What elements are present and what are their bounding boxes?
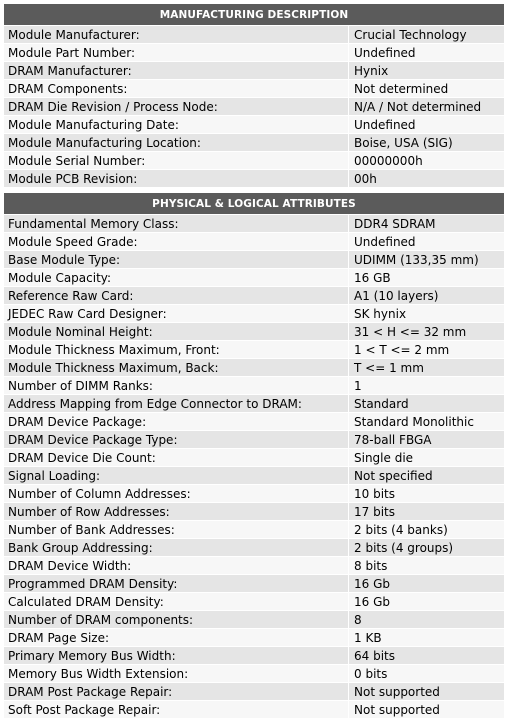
row-label: Module Speed Grade: (4, 233, 349, 250)
table-row (4, 647, 504, 665)
table-row (4, 521, 504, 539)
table-row (4, 395, 504, 413)
row-value: UDIMM (133,35 mm) (354, 253, 479, 267)
table-row (4, 323, 504, 341)
row-label: Fundamental Memory Class: (4, 215, 349, 232)
row-label: Number of DRAM components: (4, 611, 349, 628)
table-row (4, 251, 504, 269)
table-row (4, 485, 504, 503)
row-label: Primary Memory Bus Width: (4, 647, 349, 664)
row-label: Module Manufacturing Location: (4, 134, 349, 151)
section-header-physical-logical: PHYSICAL & LOGICAL ATTRIBUTES (4, 193, 504, 215)
section-physical-logical (4, 193, 504, 719)
row-label: Number of Row Addresses: (4, 503, 349, 520)
row-value: Standard Monolithic (354, 415, 474, 429)
row-label: Calculated DRAM Density: (4, 593, 349, 610)
row-label: Soft Post Package Repair: (4, 701, 349, 718)
table-row (4, 377, 504, 395)
row-label: DRAM Manufacturer: (4, 62, 349, 79)
table-row (4, 431, 504, 449)
row-value: Hynix (354, 64, 389, 78)
row-label: Base Module Type: (4, 251, 349, 268)
row-label: Module Nominal Height: (4, 323, 349, 340)
row-value: 2 bits (4 groups) (354, 541, 454, 555)
section-manufacturing (4, 4, 504, 188)
table-row (4, 593, 504, 611)
table-row (4, 467, 504, 485)
row-label: Signal Loading: (4, 467, 349, 484)
row-label: Module PCB Revision: (4, 170, 349, 187)
row-value: N/A / Not determined (354, 100, 482, 114)
table-row (4, 503, 504, 521)
row-value: Undefined (354, 118, 416, 132)
row-value: 00h (354, 172, 377, 186)
spd-info-panel (4, 4, 504, 719)
section-rows-physical-logical (4, 215, 504, 719)
row-label: Memory Bus Width Extension: (4, 665, 349, 682)
table-row (4, 116, 504, 134)
table-row (4, 287, 504, 305)
row-label: Number of DIMM Ranks: (4, 377, 349, 394)
row-value: 2 bits (4 banks) (354, 523, 448, 537)
row-value: 1 KB (354, 631, 382, 645)
table-row (4, 233, 504, 251)
row-label: DRAM Device Width: (4, 557, 349, 574)
table-row (4, 539, 504, 557)
row-label: Address Mapping from Edge Connector to DRAM: (4, 395, 349, 412)
row-value: 16 Gb (354, 595, 390, 609)
table-row (4, 80, 504, 98)
row-value: 1 (354, 379, 362, 393)
table-row (4, 26, 504, 44)
row-label: DRAM Device Die Count: (4, 449, 349, 466)
row-value: 78-ball FBGA (354, 433, 432, 447)
table-row (4, 629, 504, 647)
row-value: 8 (354, 613, 362, 627)
table-row (4, 305, 504, 323)
row-value: Not supported (354, 685, 440, 699)
row-value: Crucial Technology (354, 28, 467, 42)
row-label: Module Serial Number: (4, 152, 349, 169)
row-label: Module Part Number: (4, 44, 349, 61)
table-row (4, 98, 504, 116)
row-value: SK hynix (354, 307, 407, 321)
row-value: 16 GB (354, 271, 391, 285)
row-value: Not determined (354, 82, 449, 96)
table-row (4, 413, 504, 431)
row-value: 0 bits (354, 667, 388, 681)
row-label: Bank Group Addressing: (4, 539, 349, 556)
row-value: 00000000h (354, 154, 423, 168)
row-value: 8 bits (354, 559, 388, 573)
row-label: Number of Column Addresses: (4, 485, 349, 502)
row-value: DDR4 SDRAM (354, 217, 436, 231)
row-value: Undefined (354, 46, 416, 60)
row-label: DRAM Device Package: (4, 413, 349, 430)
row-label: JEDEC Raw Card Designer: (4, 305, 349, 322)
table-row (4, 134, 504, 152)
row-value: Boise, USA (SIG) (354, 136, 453, 150)
table-row (4, 152, 504, 170)
row-value: 1 < T <= 2 mm (354, 343, 450, 357)
table-row (4, 611, 504, 629)
table-row (4, 359, 504, 377)
row-label: DRAM Post Package Repair: (4, 683, 349, 700)
row-value: 17 bits (354, 505, 395, 519)
row-value: Single die (354, 451, 414, 465)
row-value: 10 bits (354, 487, 395, 501)
row-value: Not supported (354, 703, 440, 717)
row-value: A1 (10 layers) (354, 289, 439, 303)
table-row (4, 269, 504, 287)
table-row (4, 62, 504, 80)
table-row (4, 701, 504, 719)
table-row (4, 170, 504, 188)
row-value: 16 Gb (354, 577, 390, 591)
section-header-manufacturing: MANUFACTURING DESCRIPTION (4, 4, 504, 26)
table-row (4, 215, 504, 233)
row-label: Module Manufacturing Date: (4, 116, 349, 133)
row-label: Module Thickness Maximum, Front: (4, 341, 349, 358)
section-rows-manufacturing (4, 26, 504, 188)
row-label: DRAM Page Size: (4, 629, 349, 646)
row-value: T <= 1 mm (354, 361, 424, 375)
row-label: Programmed DRAM Density: (4, 575, 349, 592)
row-label: Module Manufacturer: (4, 26, 349, 43)
row-label: Module Capacity: (4, 269, 349, 286)
table-row (4, 449, 504, 467)
row-value: Not specified (354, 469, 433, 483)
table-row (4, 665, 504, 683)
row-label: DRAM Components: (4, 80, 349, 97)
row-value: 31 < H <= 32 mm (354, 325, 467, 339)
row-value: Standard (354, 397, 409, 411)
row-label: DRAM Device Package Type: (4, 431, 349, 448)
table-row (4, 575, 504, 593)
table-row (4, 683, 504, 701)
row-value: Undefined (354, 235, 416, 249)
table-row (4, 557, 504, 575)
table-row (4, 44, 504, 62)
row-label: Reference Raw Card: (4, 287, 349, 304)
row-value: 64 bits (354, 649, 395, 663)
row-label: Number of Bank Addresses: (4, 521, 349, 538)
row-label: DRAM Die Revision / Process Node: (4, 98, 349, 115)
table-row (4, 341, 504, 359)
row-label: Module Thickness Maximum, Back: (4, 359, 349, 376)
